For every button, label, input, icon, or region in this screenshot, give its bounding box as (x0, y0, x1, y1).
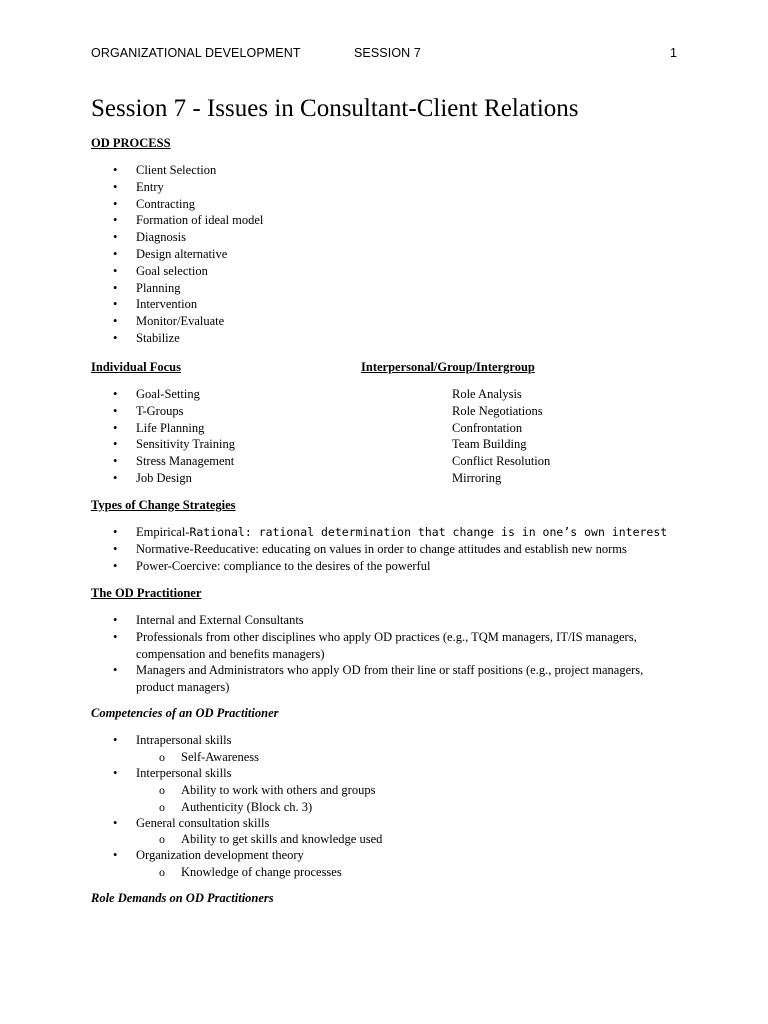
list-item: • Interpersonal skills (0, 765, 231, 782)
sub-item: o Self-Awareness (0, 749, 259, 766)
list-item: • Contracting (0, 196, 263, 213)
list-item: • Goal-Setting (0, 386, 235, 403)
sub-item: o Knowledge of change processes (0, 864, 342, 881)
list-item: • Managers and Administrators who apply OD from their line or staff positions (e.g., project managers, product managers) (0, 662, 646, 696)
competencies-list (0, 815, 269, 832)
list-item: • General consultation skills (0, 815, 269, 832)
list-item: • Design alternative (0, 246, 263, 263)
strategy-label: Empirical- (136, 525, 190, 539)
list-item: • Job Design (0, 470, 235, 487)
competencies-sublist (0, 749, 259, 766)
list-item: • Intervention (0, 296, 263, 313)
list-item: • Normative-Reeducative: educating on values in order to change attitudes and establish new norms (0, 541, 667, 558)
list-item: • Formation of ideal model (0, 212, 263, 229)
list-item: • Life Planning (0, 420, 235, 437)
list-item: Team Building (452, 437, 527, 452)
change-strategies-heading: Types of Change Strategies (91, 498, 236, 512)
sub-item: o Ability to work with others and groups (0, 782, 375, 799)
page-title: Session 7 - Issues in Consultant-Client Relations (91, 95, 579, 122)
list-item: Conflict Resolution (452, 454, 551, 469)
competencies-sublist (0, 864, 342, 881)
list-item: Role Analysis (452, 387, 522, 401)
list-item: • Intrapersonal skills (0, 732, 231, 749)
interpersonal-list (452, 386, 550, 487)
list-item: • Monitor/Evaluate (0, 313, 263, 330)
individual-focus-heading: Individual Focus (91, 360, 181, 374)
list-item: • Stress Management (0, 453, 235, 470)
practitioner-list (0, 612, 646, 696)
list-item: • T-Groups (0, 403, 235, 420)
list-item: • Diagnosis (0, 229, 263, 246)
competencies-list (0, 847, 304, 864)
od-process-heading: OD PROCESS (91, 136, 171, 150)
od-process-list (0, 162, 263, 347)
competencies-sublist (0, 782, 375, 816)
list-item: • Stabilize (0, 330, 263, 347)
header-session: SESSION 7 (354, 46, 421, 60)
list-item: Confrontation (452, 420, 523, 435)
list-item: Mirroring (452, 470, 502, 485)
sub-item: o Authenticity (Block ch. 3) (0, 799, 375, 816)
individual-focus-list (0, 386, 235, 487)
sub-item: o Ability to get skills and knowledge used (0, 831, 382, 848)
list-item: • Client Selection (0, 162, 263, 179)
list-item: • Goal selection (0, 263, 263, 280)
interpersonal-heading: Interpersonal/Group/Intergroup (361, 360, 535, 374)
list-item (0, 524, 667, 541)
list-item: Role Negotiations (452, 403, 543, 418)
change-strategies-list (0, 524, 667, 574)
role-demands-heading: Role Demands on OD Practitioners (91, 891, 274, 905)
list-item: • Internal and External Consultants (0, 612, 646, 629)
header-course: ORGANIZATIONAL DEVELOPMENT (91, 46, 301, 60)
list-item: • Organization development theory (0, 847, 304, 864)
list-item: • Sensitivity Training (0, 436, 235, 453)
competencies-heading: Competencies of an OD Practitioner (91, 706, 279, 720)
list-item: • Entry (0, 179, 263, 196)
header-page-number: 1 (670, 46, 678, 60)
strategy-rest: Rational: rational determination that change is in one’s own interest (189, 525, 668, 539)
list-item: • Power-Coercive: compliance to the desires of the powerful (0, 558, 667, 575)
practitioner-heading: The OD Practitioner (91, 586, 202, 600)
competencies-list (0, 765, 231, 782)
list-item: • Professionals from other disciplines who apply OD practices (e.g., TQM managers, IT/IS managers, compensation and benefits managers) (0, 629, 646, 663)
competencies-list (0, 732, 231, 749)
list-item: • Planning (0, 280, 263, 297)
competencies-sublist (0, 831, 382, 848)
